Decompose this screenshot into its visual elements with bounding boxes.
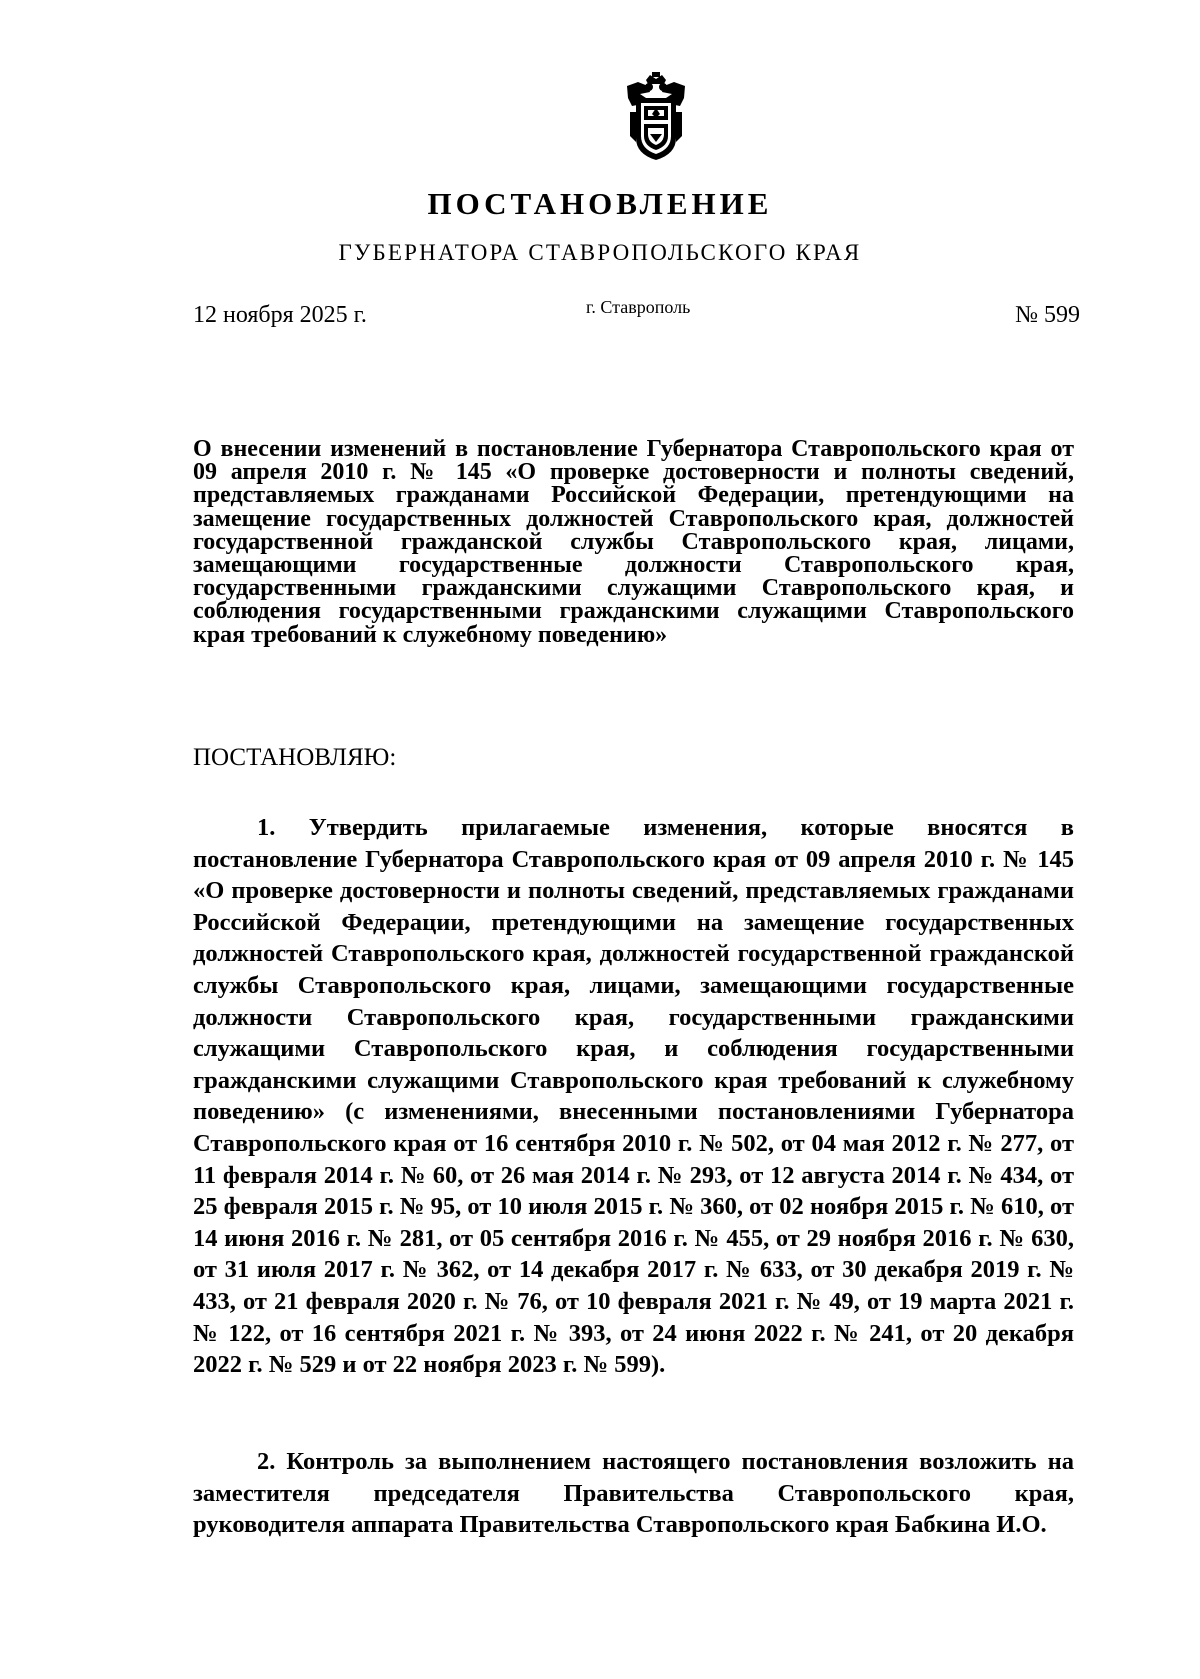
- document-city: г. Ставрополь: [586, 297, 691, 317]
- paragraph-2: 2. Контроль за выполнением настоящего постановления возложить на заместителя председателя Правительства Ставропольского края, руководителя аппарата Правительства Ставропольского края Бабкина И.О.: [193, 1448, 1074, 1539]
- issuer-heading: ГУБЕРНАТОРА СТАВРОПОЛЬСКОГО КРАЯ: [338, 240, 862, 265]
- document-title: О внесении изменений в постановление Губернатора Ставропольского края от 09 апреля 2010 г. № 145 «О проверке достоверности и полноты сведений, представляемых гражданами Российской Федерации, претендующими на замещение государственных должностей Ставропольского края, должностей государственной гражданской службы Ставропольского края, лицами, замещающими государственные должности Ставропольского края, государственными гражданскими служащими Ставропольского края, и соблюдения государственными гражданскими служащими Ставропольского края требований к служебному поведению»: [193, 436, 1074, 648]
- document-type-heading: ПОСТАНОВЛЕНИЕ: [427, 186, 773, 221]
- document-date: 12 ноября 2025 г.: [193, 302, 367, 328]
- decree-word: ПОСТАНОВЛЯЮ:: [193, 744, 397, 771]
- coat-of-arms-icon: [624, 72, 688, 162]
- paragraph-1: 1. Утвердить прилагаемые изменения, которые вносятся в постановление Губернатора Ставропольского края от 09 апреля 2010 г. № 145 «О проверке достоверности и полноты сведений, представляемых гражданами Российской Федерации, претендующими на замещение государственных должностей Ставропольского края, должностей государственной гражданской службы Ставропольского края, лицами, замещающими государственные должности Ставропольского края, государственными гражданскими служащими Ставропольского края, и соблюдения государственными гражданскими служащими Ставропольского края требований к служебному поведению» (с изменениями, внесенными постановлениями Губернатора Ставропольского края от 16 сентября 2010 г. № 502, от 04 мая 2012 г. № 277, от 11 февраля 2014 г. № 60, от 26 мая 2014 г. № 293, от 12 августа 2014 г. № 434, от 25 февраля 2015 г. № 95, от 10 июля 2015 г. № 360, от 02 ноября 2015 г. № 610, от 14 июня 2016 г. № 281, от 05 сентября 2016 г. № 455, от 29 ноября 2016 г. № 630, от 31 июля 2017 г. № 362, от 14 декабря 2017 г. № 633, от 30 декабря 2019 г. № 433, от 21 февраля 2020 г. № 76, от 10 февраля 2021 г. № 49, от 19 марта 2021 г. № 122, от 16 сентября 2021 г. № 393, от 24 июня 2022 г. № 241, от 20 декабря 2022 г. № 529 и от 22 ноября 2023 г. № 599).: [193, 814, 1074, 1379]
- document-number: № 599: [1015, 302, 1080, 328]
